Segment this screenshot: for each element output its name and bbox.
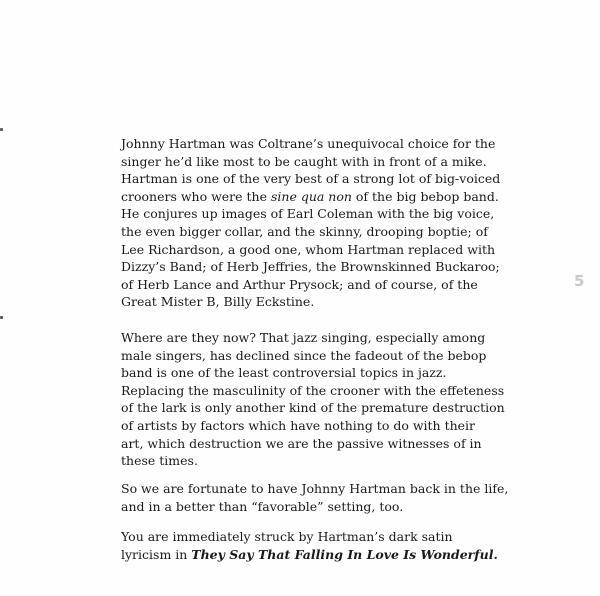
emphasized-text: sine qua non: [270, 188, 352, 204]
text-line: [121, 293, 500, 311]
text-line: [121, 188, 500, 206]
scan-mark: [0, 316, 3, 319]
text-line: [121, 546, 498, 564]
text-line: [121, 135, 500, 153]
scan-mark: [0, 128, 3, 131]
text-segment: lyricism in: [121, 546, 192, 562]
text-line: [121, 452, 505, 470]
text-line: [121, 364, 505, 382]
text-segment: Where are they now? That jazz singing, especially among: [121, 330, 486, 345]
text-segment: the even bigger collar, and the skinny, drooping boptie; of: [121, 223, 488, 239]
paragraph-4: [121, 528, 498, 563]
text-segment: of Herb Lance and Arthur Prysock; and of course, of the: [121, 276, 478, 292]
text-line: [121, 276, 500, 294]
text-segment: of the big bebop band.: [351, 188, 499, 204]
text-segment: So we are fortunate to have Johnny Hartman back in the life,: [121, 481, 509, 496]
text-line: [121, 528, 498, 546]
text-segment: male singers, has declined since the fadeout of the bebop: [121, 347, 487, 363]
page-number: 5: [574, 272, 585, 290]
text-segment: Lee Richardson, a good one, whom Hartman replaced with: [121, 241, 496, 257]
text-line: [121, 435, 505, 453]
text-line: [121, 382, 505, 400]
text-segment: You are immediately struck by Hartman’s dark satin: [121, 529, 453, 544]
text-line: [121, 347, 505, 365]
text-line: [121, 153, 500, 171]
text-line: [121, 170, 500, 188]
text-line: [121, 329, 505, 347]
text-segment: crooners who were the: [121, 188, 271, 204]
text-segment: of the lark is only another kind of the premature destruction: [121, 400, 505, 416]
emphasized-text: They Say That Falling In Love Is Wonderful.: [191, 546, 498, 562]
text-line: [121, 480, 508, 498]
text-line: [121, 241, 500, 259]
text-segment: He conjures up images of Earl Coleman with the big voice,: [121, 206, 495, 222]
text-line: [121, 417, 505, 435]
text-segment: Replacing the masculinity of the crooner with the effeteness: [121, 382, 505, 398]
text-segment: and in a better than “favorable” setting, too.: [121, 498, 404, 514]
text-line: [121, 498, 508, 516]
paragraph-2: [121, 329, 505, 470]
text-segment: these times.: [121, 453, 198, 469]
text-line: [121, 258, 500, 276]
text-segment: Hartman is one of the very best of a strong lot of big-voiced: [121, 171, 501, 187]
text-segment: Great Mister B, Billy Eckstine.: [121, 294, 315, 310]
text-segment: of artists by factors which have nothing to do with their: [121, 417, 476, 433]
text-line: [121, 205, 500, 223]
paragraph-1: [121, 135, 500, 311]
text-segment: art, which destruction we are the passive witnesses of in: [121, 435, 482, 451]
text-segment: singer he’d like most to be caught with in front of a mike.: [121, 153, 487, 169]
text-line: [121, 399, 505, 417]
text-segment: Johnny Hartman was Coltrane’s unequivocal choice for the: [121, 136, 496, 151]
text-line: [121, 223, 500, 241]
text-segment: band is one of the least controversial topics in jazz.: [121, 365, 447, 381]
paragraph-3: [121, 480, 508, 515]
text-segment: Dizzy’s Band; of Herb Jeffries, the Brownskinned Buckaroo;: [121, 259, 500, 275]
